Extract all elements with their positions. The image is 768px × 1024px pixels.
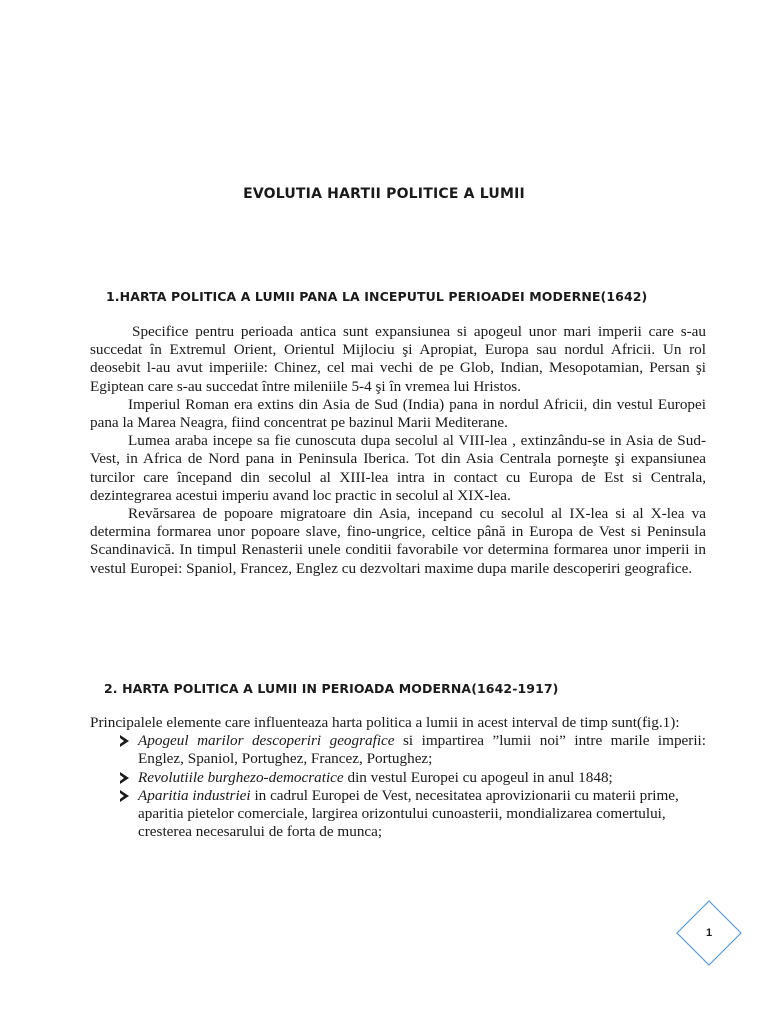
section-1-body <box>90 323 706 578</box>
arrowhead-bullet-icon <box>120 735 129 747</box>
list-item-emphasis: Aparitia industriei <box>138 786 251 804</box>
list-item-emphasis: Apogeul marilor descoperiri geografice <box>138 732 395 750</box>
arrowhead-bullet-icon <box>120 772 129 784</box>
paragraph: Lumea araba incepe sa fie cunoscuta dupa secolul al VIII-lea , extinzându-se in Asia de Sud-Vest, in Africa de Nord pana in Peninsula Iberica. Tot din Asia Centrala porneşte şi expansiunea turcilor care începand din secolul al XIII-lea intra in contact cu Europa de Est si Centrala, dezintegrarea acestui imperiu avand loc practic in secolul al XIX-lea. <box>90 432 706 504</box>
paragraph: Specifice pentru perioada antica sunt expansiunea si apogeul unor mari imperii care s-au succedat în Extremul Orient, Orientul Mijlociu şi Apropiat, Europa sau nordul Africii. Un rol deosebit l-au avut imperiile: Chinez, cel mai vechi de pe Glob, Indian, Mesopotamian, Persan şi Egiptean care s-au succedat între mileniile 5-4 şi în vremea lui Hristos. <box>90 323 706 395</box>
list-item-text: si impartirea ”lumii noi” intre marile imperii: Englez, Spaniol, Portughez, Francez, Portughez; <box>138 732 706 768</box>
bullet-list <box>90 732 706 841</box>
paragraph: Imperiul Roman era extins din Asia de Sud (India) pana in nordul Africii, din vestul Europei pana la Marea Neagra, fiind concentrat pe bazinul Marii Mediterane. <box>90 395 706 432</box>
section-2-intro: Principalele elemente care influenteaza harta politica a lumii in acest interval de timp sunt(fig.1): <box>90 714 680 731</box>
section-1-heading: 1.HARTA POLITICA A LUMII PANA LA INCEPUTUL PERIOADEI MODERNE(1642) <box>106 289 648 304</box>
list-item <box>90 732 706 768</box>
list-item-text: din vestul Europei cu apogeul in anul 1848; <box>343 768 613 786</box>
arrowhead-bullet-icon <box>120 790 129 802</box>
list-item <box>90 787 706 842</box>
paragraph: Revărsarea de popoare migratoare din Asia, incepand cu secolul al IX-lea si al X-lea va determina formarea unor popoare slave, fino-ungrice, celtice până in Europa de Vest si Peninsula Scandinavică. In timpul Renasterii unele conditii favorabile vor determina formarea unor imperii in vestul Europei: Spaniol, Francez, Englez cu dezvoltari maxime dupa marile descoperiri geografice. <box>90 505 706 577</box>
section-2-body <box>90 714 706 841</box>
document-title: EVOLUTIA HARTII POLITICE A LUMII <box>243 186 525 202</box>
list-item-emphasis: Revolutiile burghezo-democratice <box>138 768 344 786</box>
page-number: 1 <box>705 927 713 939</box>
list-item <box>90 769 706 787</box>
section-2-heading: 2. HARTA POLITICA A LUMII IN PERIOADA MODERNA(1642-1917) <box>104 681 559 696</box>
list-item-text: in cadrul Europei de Vest, necesitatea aprovizionarii cu materii prime, aparitia pietelor comerciale, largirea orizontului cunoasterii, mondializarea comertului, cresterea necesarului de forta de munca; <box>138 786 679 841</box>
page-number-badge <box>676 900 742 966</box>
